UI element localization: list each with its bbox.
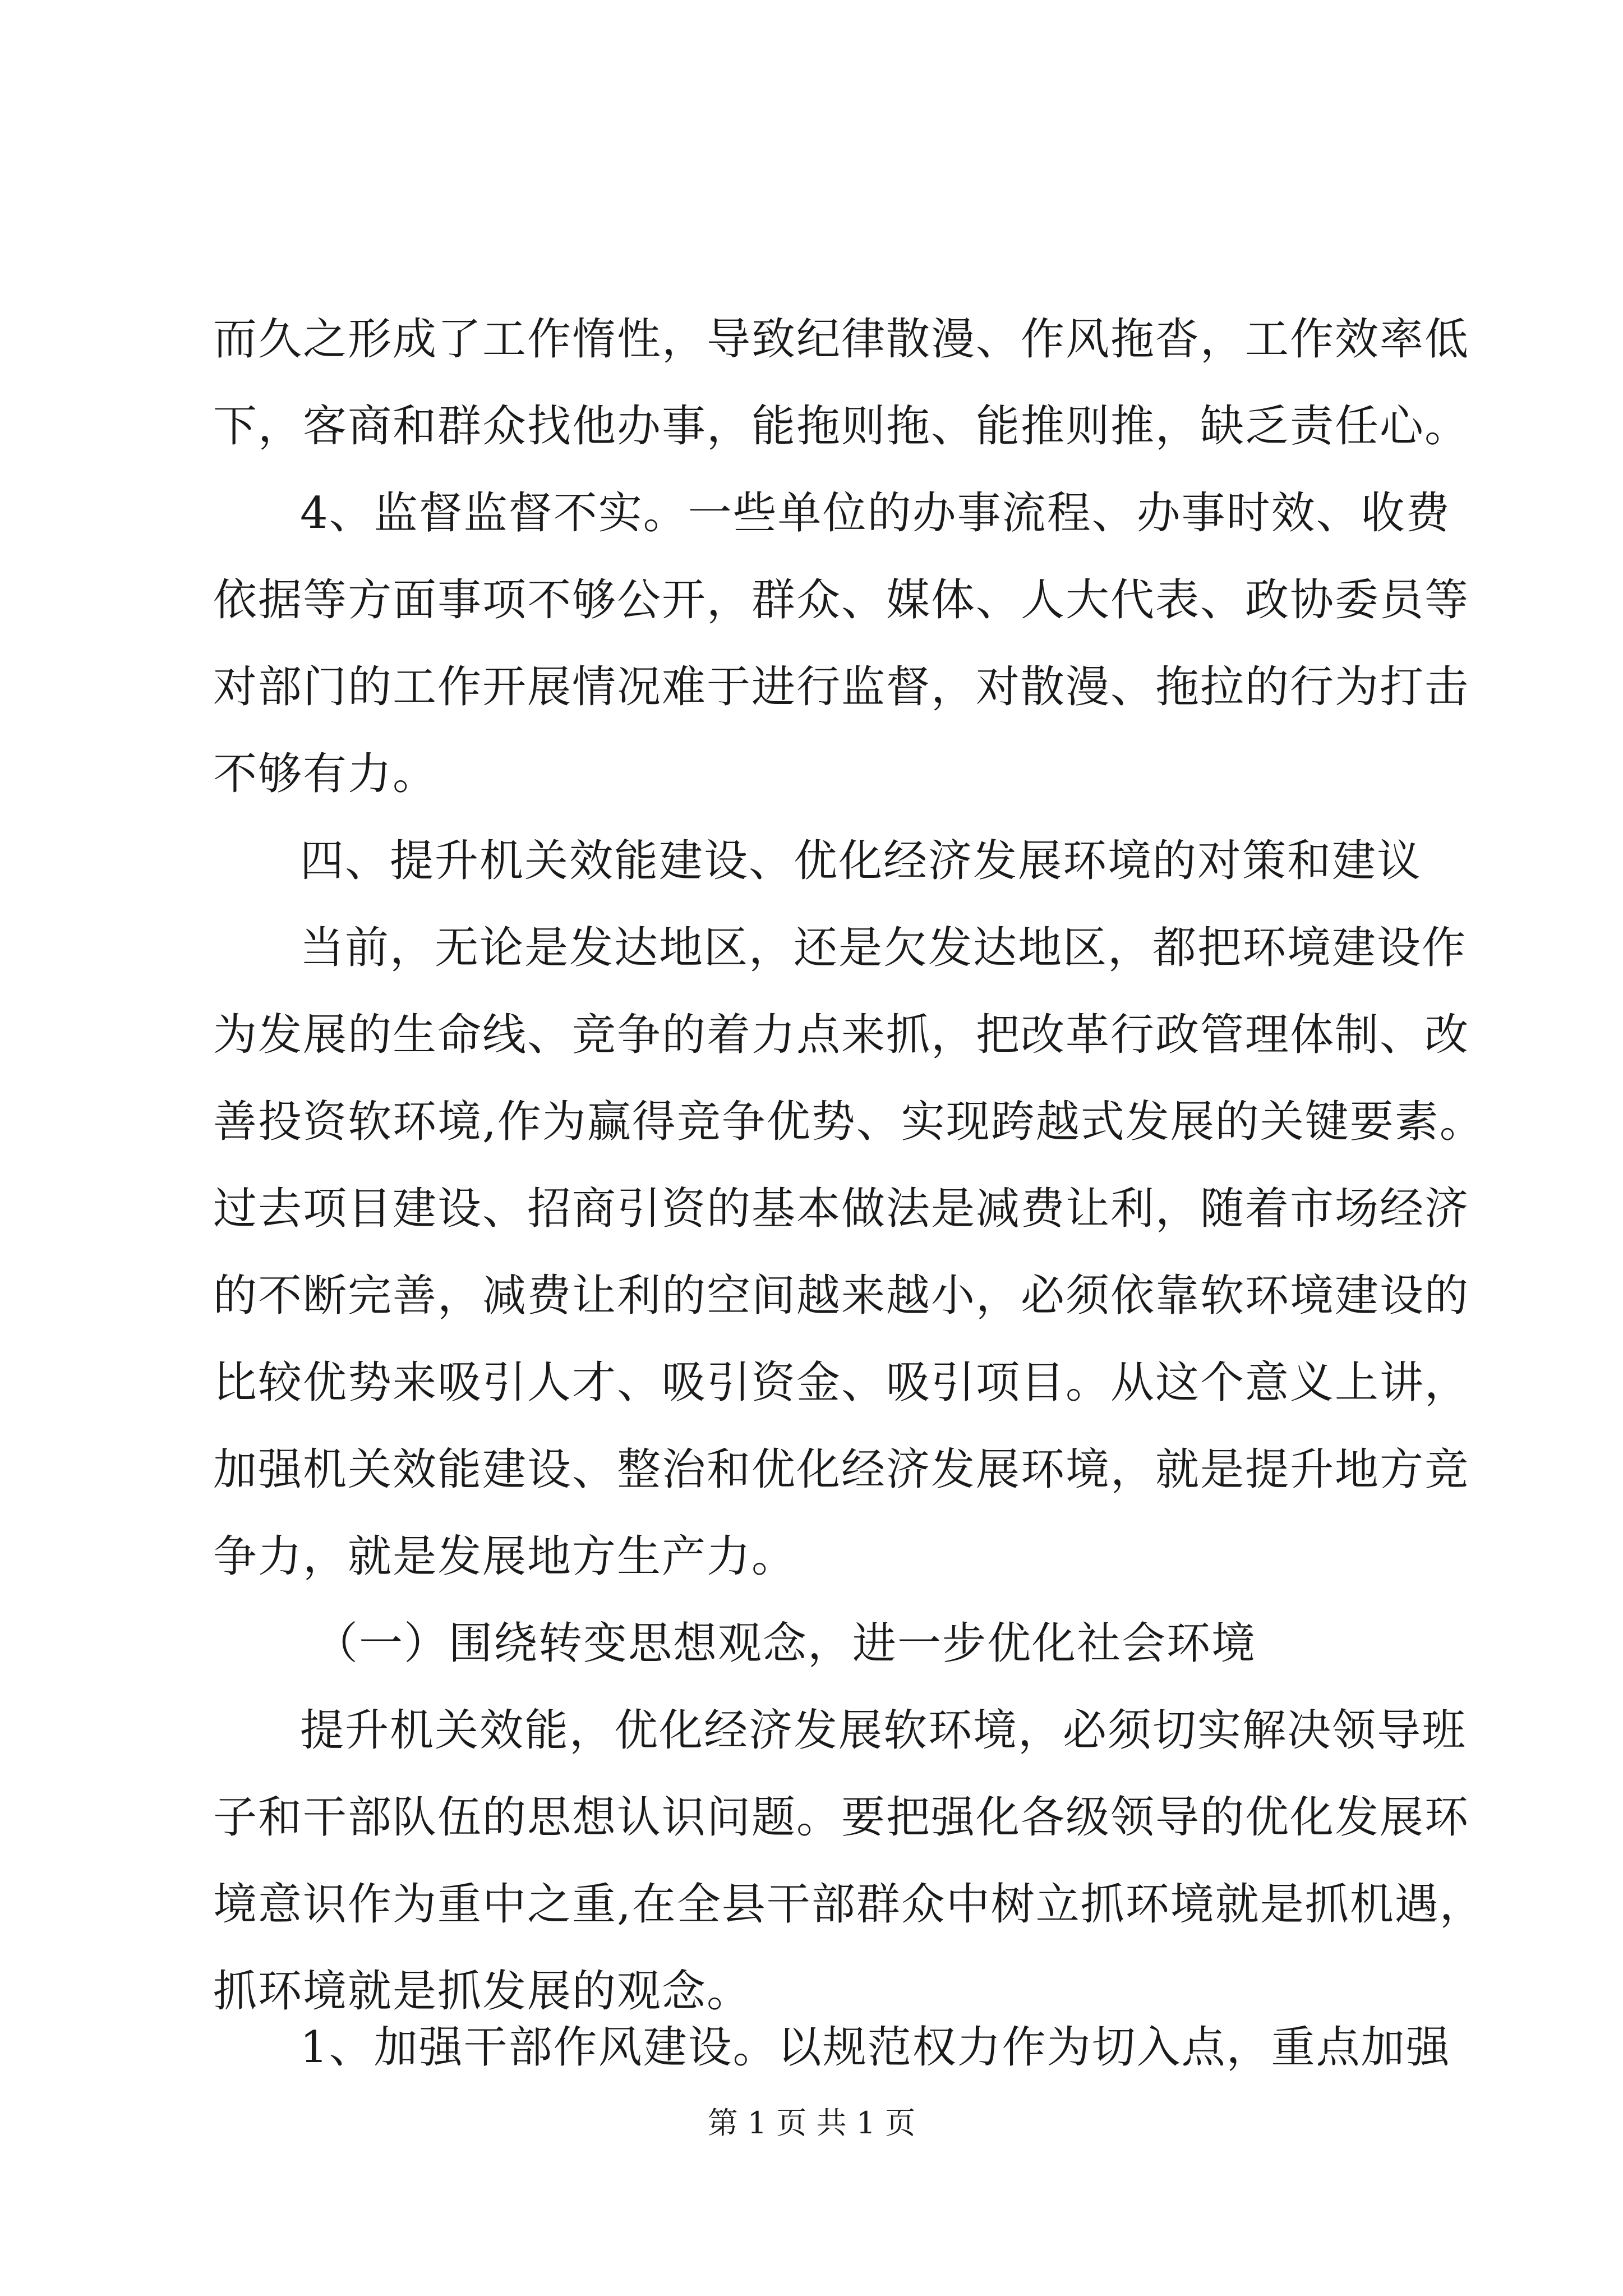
text-line: 不够有力。 xyxy=(213,749,438,799)
text-line: 加强机关效能建设、整治和优化经济发展环境，就是提升地方竞 xyxy=(213,1444,1470,1495)
text-line: 对部门的工作开展情况难于进行监督，对散漫、拖拉的行为打击 xyxy=(213,662,1470,712)
text-line: 1、加强干部作风建设。以规范权力作为切入点，重点加强 xyxy=(300,2022,1451,2073)
subsection-heading: （一）围绕转变思想观念，进一步优化社会环境 xyxy=(314,1618,1257,1669)
text-line: 4、监督监督不实。一些单位的办事流程、办事时效、收费 xyxy=(300,488,1451,539)
text-line: 子和干部队伍的思想认识问题。要把强化各级领导的优化发展环 xyxy=(213,1792,1470,1843)
text-line: 当前，无论是发达地区，还是欠发达地区，都把环境建设作 xyxy=(300,923,1467,973)
text-line: 而久之形成了工作惰性，导致纪律散漫、作风拖沓，工作效率低 xyxy=(213,314,1470,365)
text-line: 提升机关效能，优化经济发展软环境，必须切实解决领导班 xyxy=(300,1705,1467,1756)
text-line: 争力，就是发展地方生产力。 xyxy=(213,1531,797,1582)
section-heading: 四、提升机关效能建设、优化经济发展环境的对策和建议 xyxy=(300,836,1422,886)
text-line: 下，客商和群众找他办事，能拖则拖、能推则推，缺乏责任心。 xyxy=(213,401,1470,452)
text-line: 比较优势来吸引人才、吸引资金、吸引项目。从这个意义上讲， xyxy=(213,1358,1470,1408)
text-line: 境意识作为重中之重,在全县干部群众中树立抓环境就是抓机遇， xyxy=(213,1879,1484,1930)
page-footer: 第 1 页 共 1 页 xyxy=(707,2105,916,2141)
text-line: 依据等方面事项不够公开，群众、媒体、人大代表、政协委员等 xyxy=(213,575,1470,625)
text-line: 为发展的生命线、竞争的着力点来抓，把改革行政管理体制、改 xyxy=(213,1010,1470,1060)
text-line: 过去项目建设、招商引资的基本做法是减费让利，随着市场经济 xyxy=(213,1184,1470,1234)
text-line: 的不断完善，减费让利的空间越来越小，必须依靠软环境建设的 xyxy=(213,1271,1470,1321)
text-line: 抓环境就是抓发展的观念。 xyxy=(213,1966,752,2017)
text-line: 善投资软环境,作为赢得竞争优势、实现跨越式发展的关键要素。 xyxy=(213,1097,1484,1147)
